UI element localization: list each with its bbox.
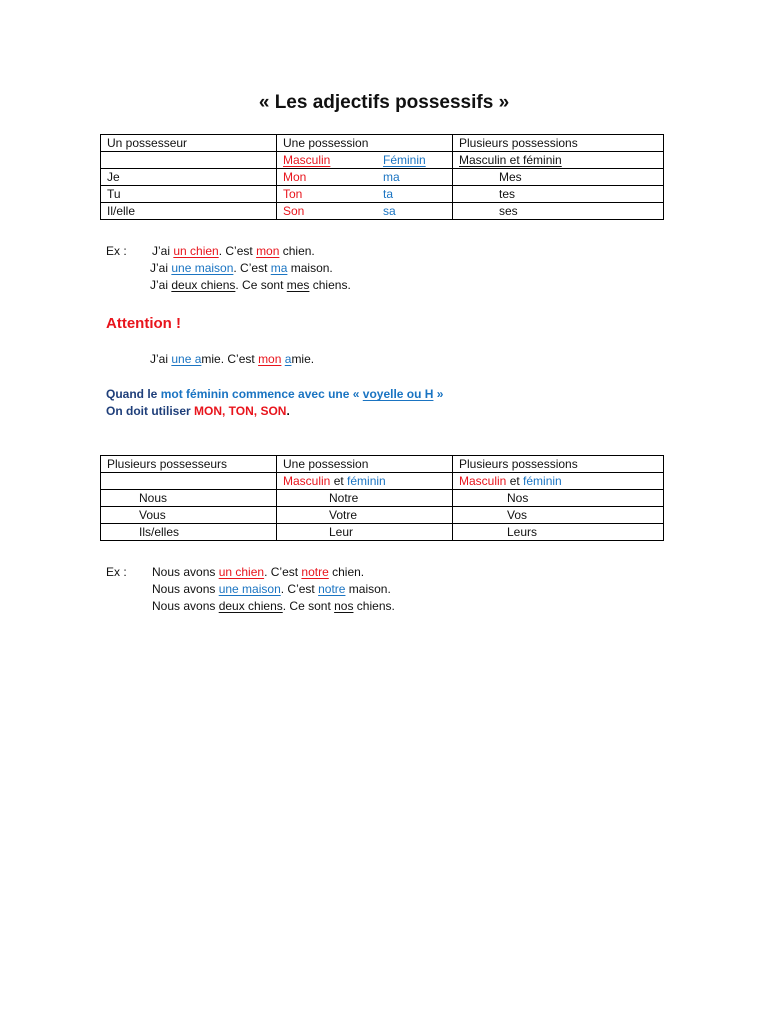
masculine-form: Mon: [283, 170, 307, 184]
table-header-row: [101, 135, 664, 152]
both-gender-label: Masculin et féminin: [459, 153, 562, 167]
person-cell: Tu: [101, 186, 277, 203]
empty-cell: [101, 152, 277, 169]
example-line: [150, 278, 351, 293]
table-row: [101, 186, 664, 203]
table-subheader-row: [101, 473, 664, 490]
plural-cell: tes: [453, 186, 664, 203]
table-header-row: [101, 456, 664, 473]
example-line: [106, 244, 315, 259]
rule-text: mot féminin commence avec une «: [160, 387, 363, 401]
header-cell: Plusieurs possessions: [453, 456, 664, 473]
noun-highlight: une maison: [218, 582, 281, 596]
possessive-table-multiple-owners: [100, 455, 664, 541]
example-text: . Ce sont: [282, 599, 335, 613]
rule-text: On doit utiliser: [106, 404, 195, 418]
example-text: . C’est: [264, 565, 302, 579]
gender-cell: [453, 152, 664, 169]
masculin-label: Masculin: [459, 474, 507, 488]
masculine-form: Ton: [283, 187, 303, 201]
person-cell: Ils/elles: [101, 524, 277, 541]
plural-cell: Leurs: [453, 524, 664, 541]
header-cell: Plusieurs possessions: [453, 135, 664, 152]
conjunction: et: [330, 474, 348, 488]
noun-highlight: deux chiens: [171, 278, 236, 292]
feminine-form: ta: [383, 187, 394, 201]
feminin-label: féminin: [347, 474, 386, 488]
example-label: Ex :: [106, 565, 127, 579]
example-text: J’ai: [150, 352, 172, 366]
rule-text: Quand le: [106, 387, 161, 401]
header-cell: Une possession: [277, 135, 453, 152]
table-row: [101, 203, 664, 220]
gender-cell: [277, 152, 453, 169]
feminine-form: ma: [383, 170, 400, 184]
example-label: Ex :: [106, 244, 127, 258]
feminin-label: féminin: [523, 474, 562, 488]
example-line: [152, 582, 391, 597]
example-text: maison.: [345, 582, 391, 596]
masculin-label: Masculin: [283, 474, 331, 488]
example-text: J’ai: [152, 244, 174, 258]
page-title: « Les adjectifs possessifs »: [258, 92, 510, 113]
example-text: chien.: [328, 565, 365, 579]
example-text: Nous avons: [152, 582, 219, 596]
singular-cell: [277, 203, 453, 220]
person-cell: Nous: [101, 490, 277, 507]
example-text: chiens.: [309, 278, 351, 292]
rule-highlight: MON, TON, SON: [194, 404, 287, 418]
person-cell: Je: [101, 169, 277, 186]
feminin-label: Féminin: [383, 153, 426, 167]
noun-highlight: un chien: [173, 244, 219, 258]
plural-cell: Vos: [453, 507, 664, 524]
vowel-rule-highlight: voyelle ou H: [362, 387, 434, 401]
possessive-highlight: nos: [334, 599, 354, 613]
noun-highlight: un chien: [218, 565, 265, 579]
possessive-highlight: ma: [270, 261, 288, 275]
example-text: mie. C’est: [201, 352, 259, 366]
example-text: chiens.: [353, 599, 395, 613]
conjunction: et: [506, 474, 524, 488]
plural-cell: Nos: [453, 490, 664, 507]
possessive-highlight: notre: [301, 565, 329, 579]
plural-cell: Mes: [453, 169, 664, 186]
singular-cell: [277, 186, 453, 203]
rule-line: [106, 404, 290, 419]
attention-heading: Attention !: [106, 315, 181, 332]
attention-example: [150, 352, 314, 367]
possessive-highlight: mes: [286, 278, 310, 292]
example-text: . C’est: [280, 582, 319, 596]
masculin-label: Masculin: [283, 153, 331, 167]
example-text: Nous avons: [152, 565, 219, 579]
example-line: [152, 599, 395, 614]
possessive-table-one-owner: [100, 134, 664, 220]
table-row: [101, 507, 664, 524]
possessive-highlight: mon: [258, 352, 282, 366]
masculine-form: Son: [283, 204, 305, 218]
header-cell: Plusieurs possesseurs: [101, 456, 277, 473]
example-text: maison.: [287, 261, 333, 275]
singular-cell: [277, 169, 453, 186]
example-text: Nous avons: [152, 599, 219, 613]
noun-highlight: une maison: [171, 261, 234, 275]
rule-text: »: [433, 387, 444, 401]
table-row: [101, 169, 664, 186]
person-cell: Il/elle: [101, 203, 277, 220]
singular-cell: Notre: [277, 490, 453, 507]
example-text: . C’est: [218, 244, 257, 258]
header-cell: Une possession: [277, 456, 453, 473]
possessive-highlight: notre: [318, 582, 346, 596]
example-text: J’ai: [150, 261, 172, 275]
gender-cell: [277, 473, 453, 490]
table-row: [101, 524, 664, 541]
person-cell: Vous: [101, 507, 277, 524]
example-text: mie.: [291, 352, 315, 366]
noun-highlight: deux chiens: [218, 599, 283, 613]
header-cell: Un possesseur: [101, 135, 277, 152]
example-line: [150, 261, 333, 276]
noun-highlight: une a: [171, 352, 202, 366]
rule-text: .: [286, 404, 290, 418]
feminine-form: sa: [383, 204, 396, 218]
table-subheader-row: [101, 152, 664, 169]
example-text: J’ai: [150, 278, 172, 292]
empty-cell: [101, 473, 277, 490]
example-text: . Ce sont: [235, 278, 287, 292]
rule-line: [106, 387, 443, 402]
singular-cell: Leur: [277, 524, 453, 541]
possessive-highlight: mon: [256, 244, 280, 258]
plural-cell: ses: [453, 203, 664, 220]
vowel-highlight: a: [284, 352, 292, 366]
singular-cell: Votre: [277, 507, 453, 524]
example-line: [106, 565, 364, 580]
example-text: . C’est: [233, 261, 271, 275]
example-text: chien.: [279, 244, 315, 258]
gender-cell: [453, 473, 664, 490]
table-row: [101, 490, 664, 507]
